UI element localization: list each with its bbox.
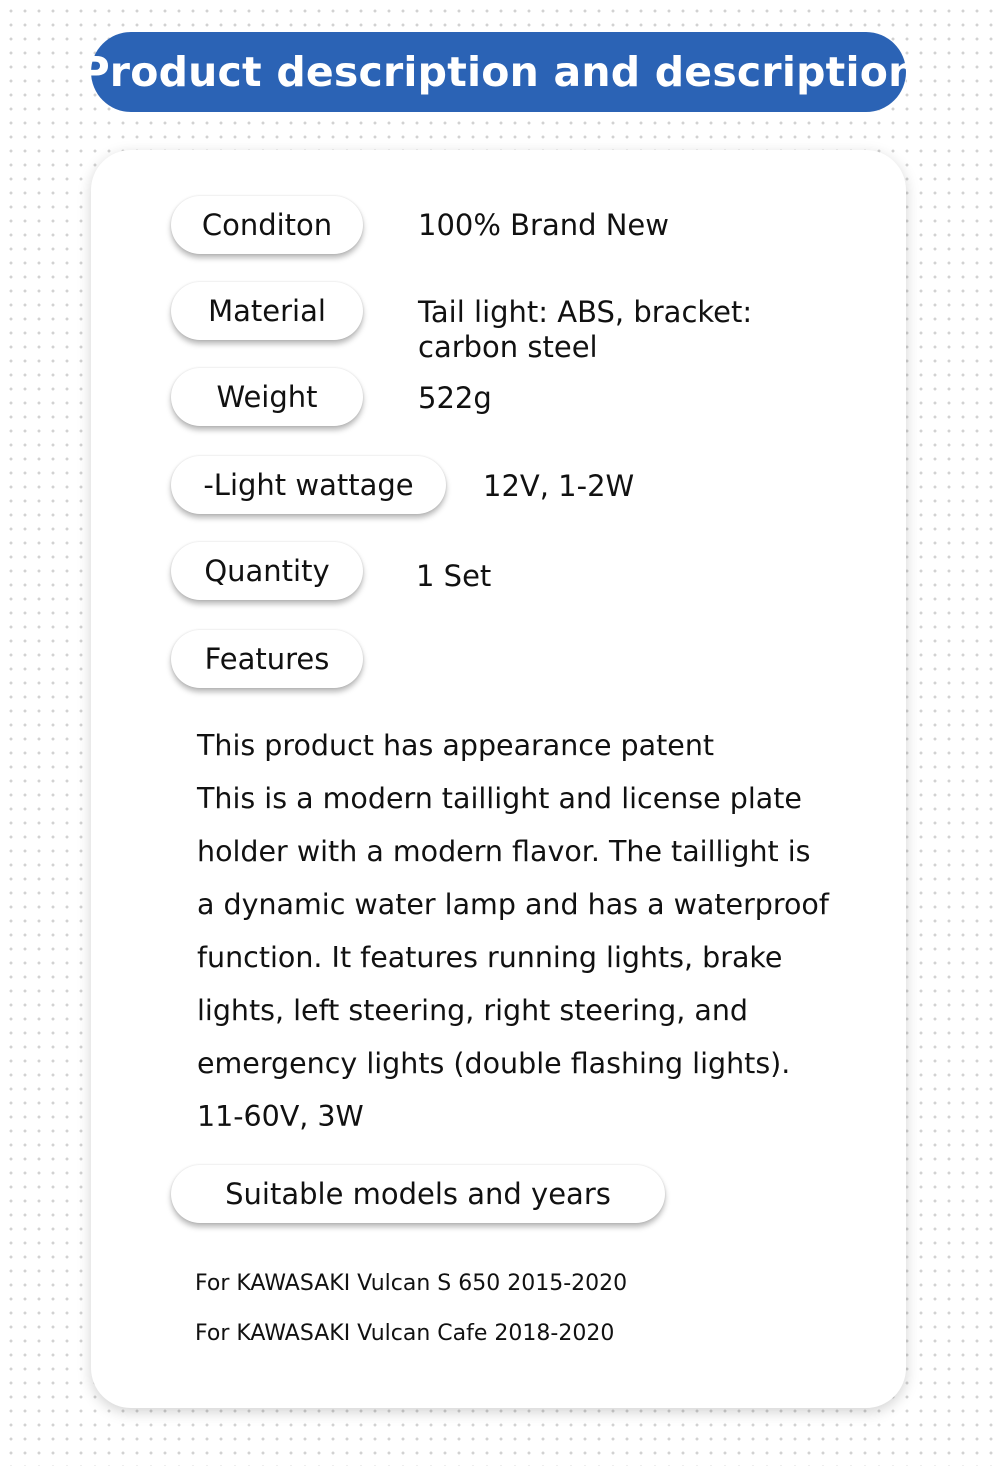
features-description	[197, 719, 877, 1143]
features-line: 11-60V, 3W	[197, 1100, 364, 1133]
features-line: This product has appearance patent	[197, 729, 715, 762]
quantity-label-pill	[171, 542, 363, 600]
features-line: emergency lights (double flashing lights).	[197, 1047, 791, 1080]
features-line: a dynamic water lamp and has a waterproof	[197, 888, 829, 921]
suitable-models-label-pill	[171, 1165, 665, 1223]
quantity-label: Quantity	[204, 554, 330, 588]
material-value-line: carbon steel	[418, 330, 598, 364]
page-title: Product description and description	[79, 48, 918, 96]
features-line: lights, left steering, right steering, and	[197, 994, 748, 1027]
material-value	[418, 295, 752, 365]
model-item: For KAWASAKI Vulcan Cafe 2018-2020	[195, 1321, 615, 1346]
features-line: This is a modern taillight and license plate	[197, 782, 802, 815]
weight-label: Weight	[216, 380, 318, 414]
condition-value: 100% Brand New	[418, 208, 669, 242]
title-banner	[79, 32, 918, 112]
features-label-pill	[171, 630, 363, 688]
features-line: holder with a modern flavor. The taillight is	[197, 835, 811, 868]
suitable-models-label: Suitable models and years	[225, 1177, 611, 1211]
weight-label-pill	[171, 368, 363, 426]
features-label: Features	[204, 642, 330, 676]
wattage-label: -Light wattage	[203, 468, 414, 502]
material-label-pill	[171, 282, 363, 340]
material-value-line: Tail light: ABS, bracket:	[418, 295, 753, 329]
condition-label-pill	[171, 196, 363, 254]
weight-value: 522g	[418, 381, 492, 415]
quantity-value: 1 Set	[416, 559, 492, 593]
model-item: For KAWASAKI Vulcan S 650 2015-2020	[195, 1271, 628, 1296]
features-line: function. It features running lights, brake	[197, 941, 783, 974]
wattage-label-pill	[171, 456, 446, 514]
material-label: Material	[208, 294, 326, 328]
condition-label: Conditon	[201, 208, 333, 242]
wattage-value: 12V, 1-2W	[483, 469, 635, 503]
